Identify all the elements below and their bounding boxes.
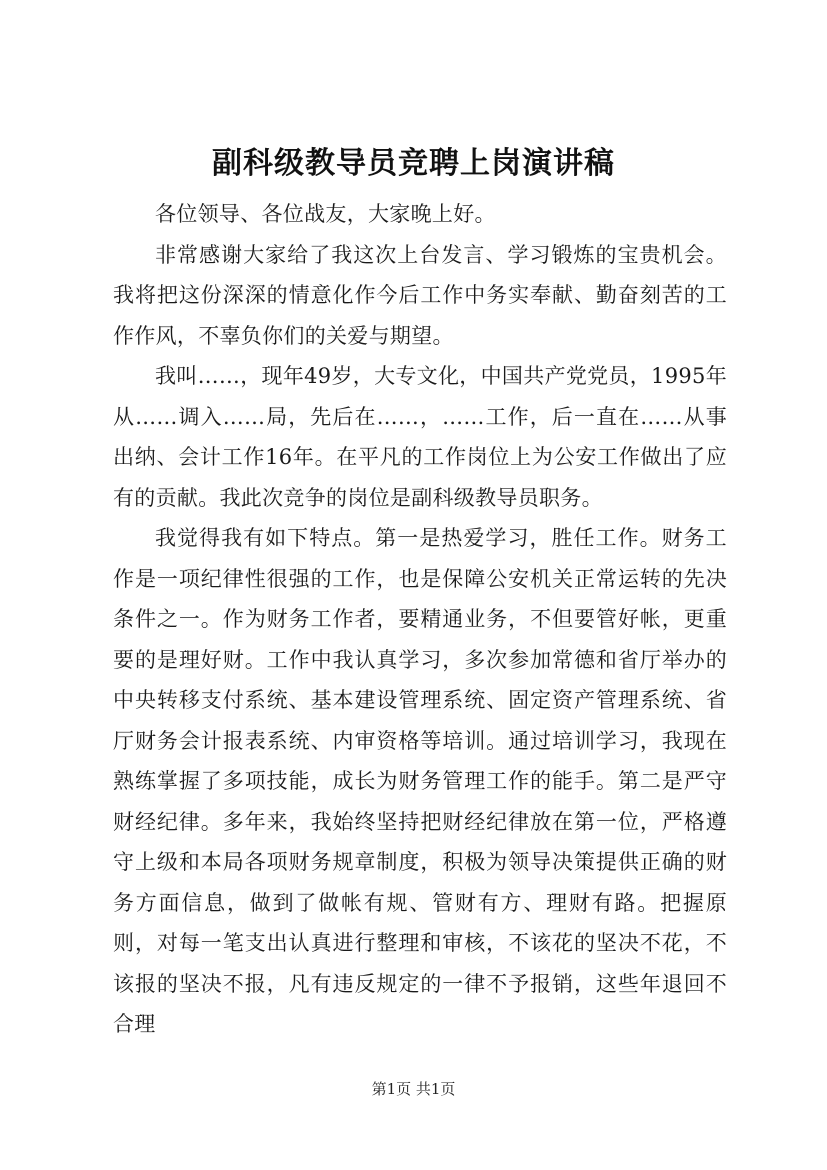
document-body — [113, 194, 727, 1045]
document-title: 副科级教导员竞聘上岗演讲稿 — [212, 146, 615, 181]
paragraph-self-intro: 我叫……，现年49岁，大专文化，中国共产党党员，1995年从……调入……局，先后在……，……工作，后一直在……从事出纳、会计工作16年。在平凡的工作岗位上为公安工作做出了应有的贡献。我此次竞争的岗位是副科级教导员职务。 — [113, 364, 727, 510]
paragraph-greeting: 各位领导、各位战友，大家晚上好。 — [155, 202, 496, 226]
paragraph-strengths: 我觉得我有如下特点。第一是热爱学习，胜任工作。财务工作是一项纪律性很强的工作，也是保障公安机关正常运转的先决条件之一。作为财务工作者，要精通业务，不但要管好帐，更重要的是理好财。工作中我认真学习，多次参加常德和省厅举办的中央转移支付系统、基本建设管理系统、固定资产管理系统、省厅财务会计报表系统、内审资格等培训。通过培训学习，我现在熟练掌握了多项技能，成长为财务管理工作的能手。第二是严守财经纪律。多年来，我始终坚持把财经纪律放在第一位，严格遵守上级和本局各项财务规章制度，积极为领导决策提供正确的财务方面信息，做到了做帐有规、管财有方、理财有路。把握原则，对每一笔支出认真进行整理和审核，不该花的坚决不花，不该报的坚决不报，凡有违反规定的一律不予报销，这些年退回不合理 — [113, 526, 727, 1036]
paragraph-thanks: 非常感谢大家给了我这次上台发言、学习锻炼的宝贵机会。我将把这份深深的情意化作今后工作中务实奉献、勤奋刻苦的工作作风，不辜负你们的关爱与期望。 — [113, 242, 727, 348]
page-footer: 第1页 共1页 — [371, 1080, 456, 1098]
